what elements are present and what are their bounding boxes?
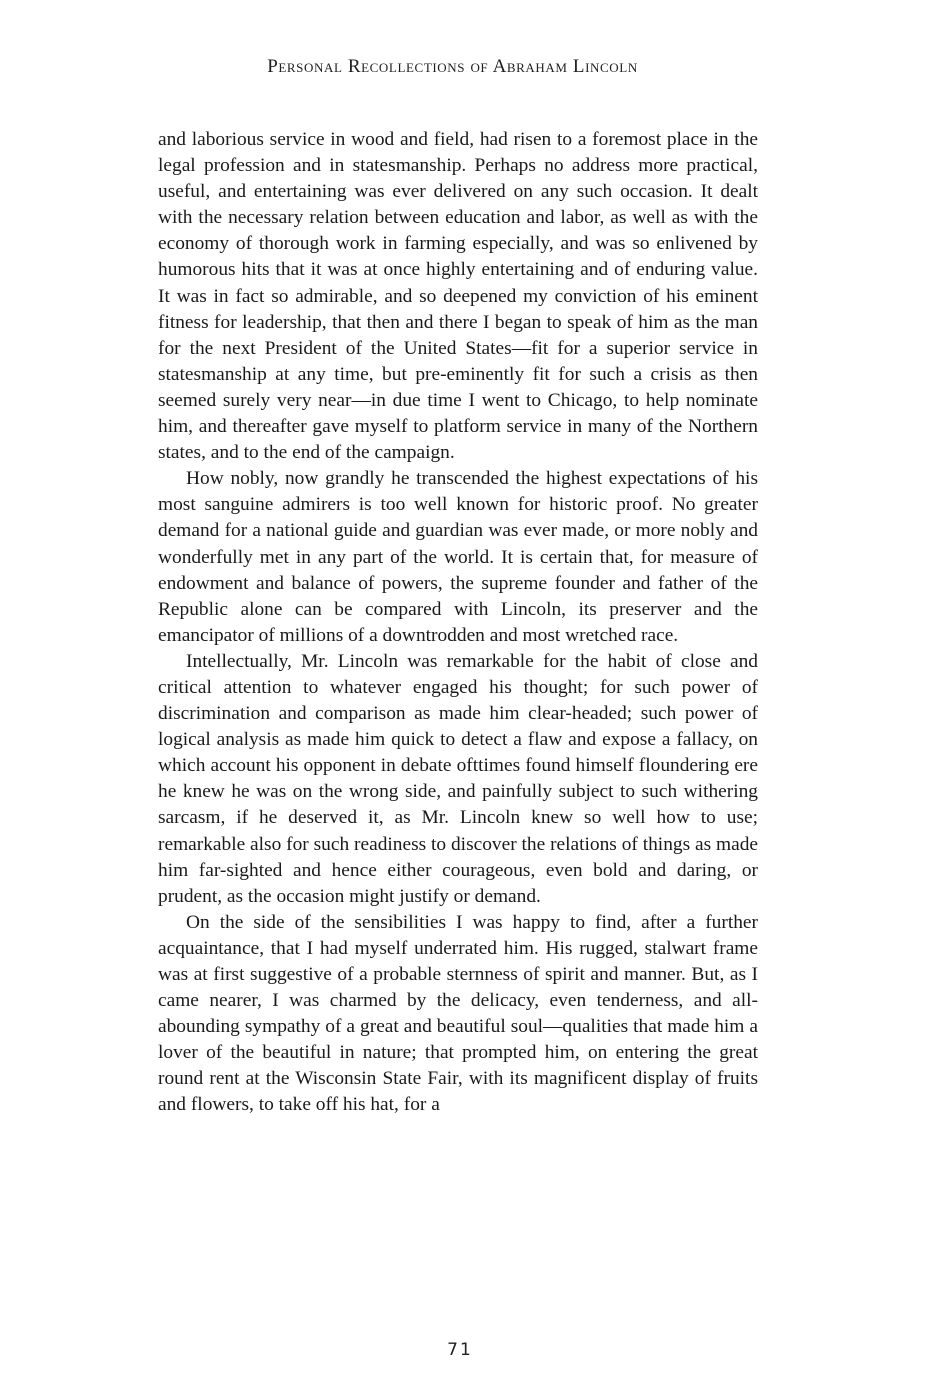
paragraph-2: How nobly, now grandly he transcended the highest expectations of his most sanguine admirers is too well known for historic proof. No greater demand for a national guide and guardian was ever made, or more nobly and wonderfully met in any part of the world. It is certain that, for measure of endowment and balance of powers, the supreme founder and father of the Republic alone can be compared with Lincoln, its preserver and the emancipator of millions of a downtrodden and most wretched race. [158,468,758,646]
body-text [158,127,758,1119]
paragraph-4: On the side of the sensibilities I was happy to find, after a further acquaintance, that I had myself underrated him. His rugged, stalwart frame was at first suggestive of a probable sternness of spirit and manner. But, as I came nearer, I was charmed by the delicacy, even tenderness, and all-abounding sympathy of a great and beautiful soul—qualities that made him a lover of the beautiful in nature; that prompted him, on entering the great round rent at the Wisconsin State Fair, with its magnificent display of fruits and flowers, to take off his hat, for a [158,911,758,1116]
paragraph-1: and laborious service in wood and field, had risen to a foremost place in the legal profession and in statesmanship. Perhaps no address more practical, useful, and entertaining was ever delivered on any such occasion. It dealt with the necessary relation between education and labor, as well as with the economy of thorough work in farming especially, and was so enlivened by humorous hits that it was at once highly entertaining and of enduring value. It was in fact so admirable, and so deepened my conviction of his eminent fitness for leadership, that then and there I began to speak of him as the man for the next President of the United States—fit for a superior service in statesmanship at any time, but pre-eminently fit for such a crisis as then seemed surely very near—in due time I went to Chicago, to help nominate him, and thereafter gave myself to platform service in many of the Northern states, and to the end of the campaign. [158,129,758,464]
page-number: 71 [447,1340,473,1360]
running-head: Personal Recollections of Abraham Lincoln [267,56,638,77]
paragraph-3: Intellectually, Mr. Lincoln was remarkable for the habit of close and critical attention to whatever engaged his thought; for such power of discrimination and comparison as made him clear-headed; such power of logical analysis as made him quick to detect a flaw and expose a fallacy, on which account his opponent in debate ofttimes found himself floundering ere he knew he was on the wrong side, and painfully subject to such withering sarcasm, if he deserved it, as Mr. Lincoln knew so well how to use; remarkable also for such readiness to discover the relations of things as made him far-sighted and hence either courageous, even bold and daring, or prudent, as the occasion might justify or demand. [158,650,758,907]
